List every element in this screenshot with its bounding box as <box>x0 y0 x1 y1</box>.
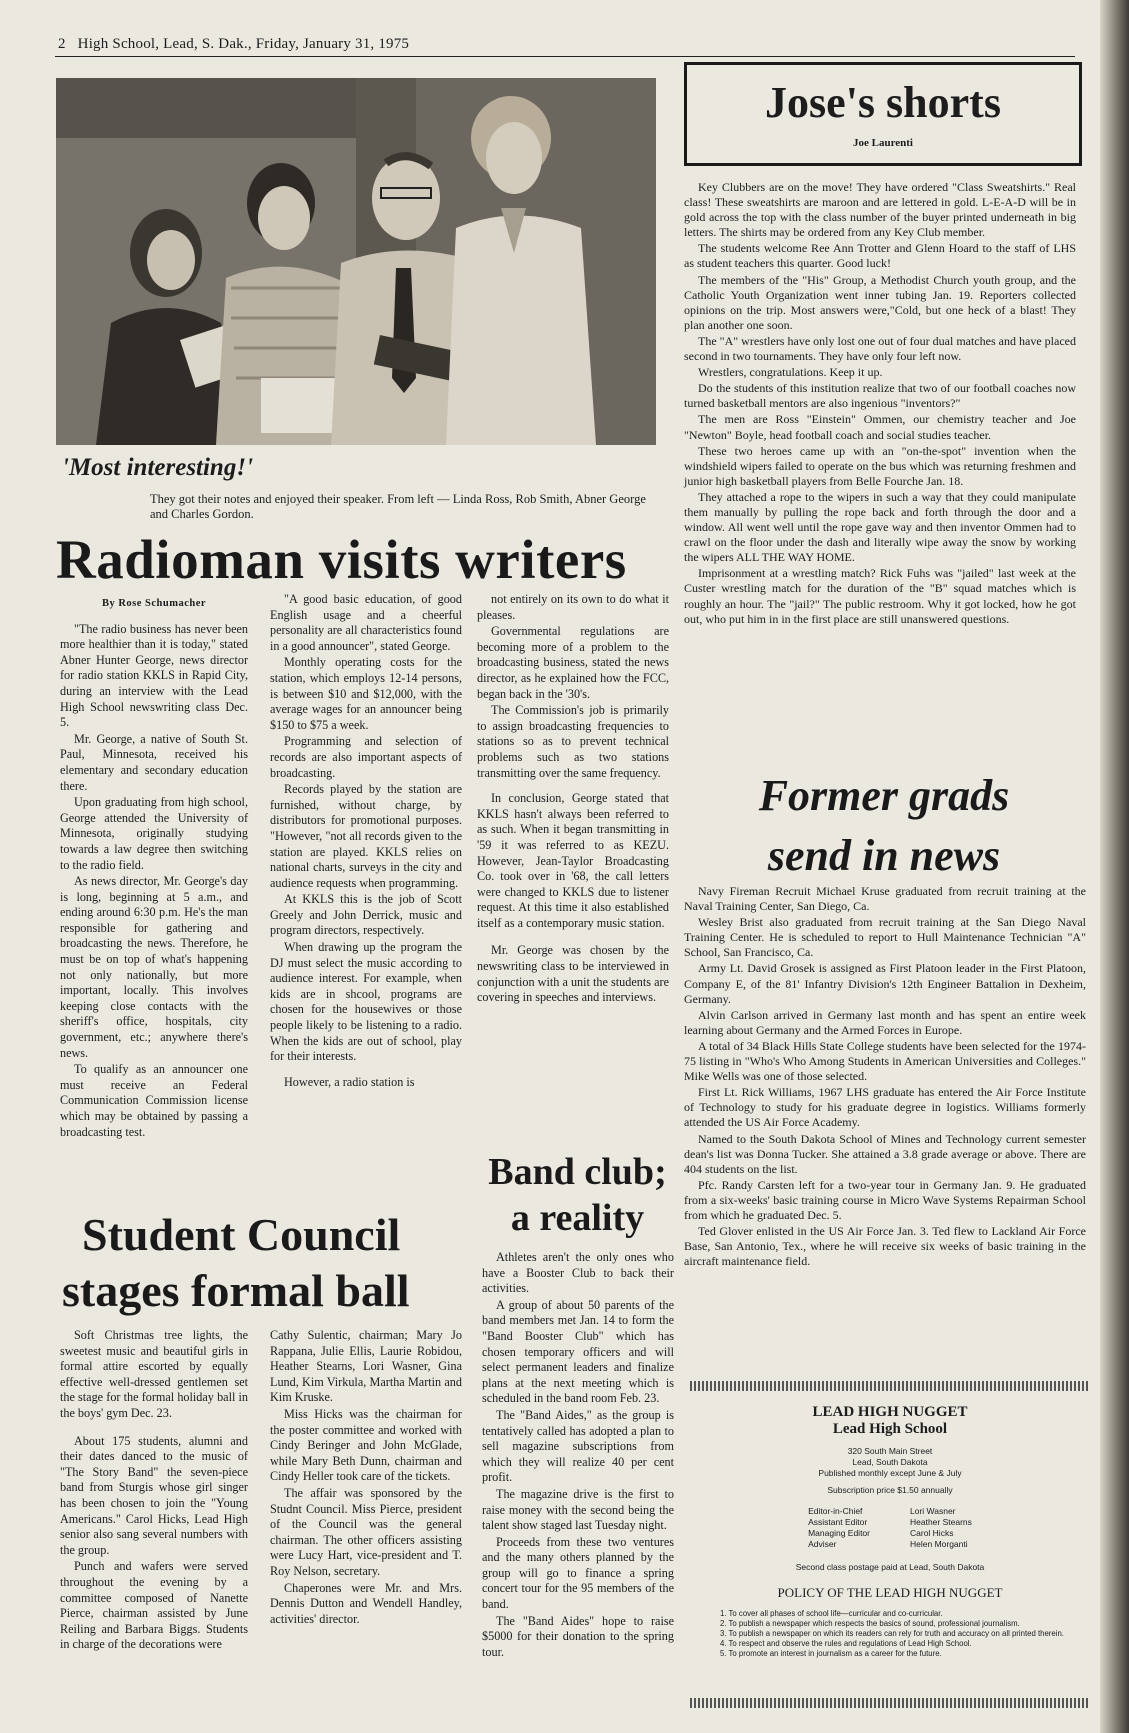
paragraph: The men are Ross "Einstein" Ommen, our chemistry teacher and Joe "Newton" Boyle, head football coach and social studies teacher. <box>684 412 1076 442</box>
paragraph: Punch and wafers were served throughout the evening by a committee composed of Nanette Pierce, chairman assisted by June Reiling and Barbara Biggs. Students in charge of the decorations were <box>60 1559 248 1652</box>
jose-shorts-byline: Joe Laurenti <box>853 137 913 149</box>
page-edge <box>1100 0 1129 1733</box>
paragraph: Chaperones were Mr. and Mrs. Dennis Dutton and Wendell Handley, activities' director. <box>270 1580 462 1626</box>
paragraph: Key Clubbers are on the move! They have ordered "Class Sweatshirts." Real class! These sweatshirts are maroon and are lettered in gold. L-E-A-D will be in gold across the top with the class number of the buyer printed underneath in big letters. The shirts may be ordered from any Key Club member. <box>684 180 1076 240</box>
paragraph: Records played by the station are furnished, without charge, by distributors for promotional purposes. "However, "not all records given to the station are played. KKLS relies on national charts, surveys in the city and audience requests when programming. <box>270 782 462 890</box>
staff-name: Helen Morganti <box>910 1539 968 1549</box>
radioman-byline: By Rose Schumacher <box>101 598 207 609</box>
radioman-column-2 <box>270 592 462 1091</box>
paragraph: Ted Glover enlisted in the US Air Force Jan. 3. Ted flew to Lackland Air Force Base, San Antonio, Tex., where he will receive six weeks of basic training in the aircraft maintenance field. <box>684 1224 1086 1269</box>
policy-item: 1. To cover all phases of school life—curricular and co-curricular. <box>720 1609 943 1618</box>
paragraph: Soft Christmas tree lights, the sweetest music and beautiful girls in formal attire escorted by equally effective well-dressed gentlemen set the stage for the formal holiday ball in the boys' gym Dec. 23. <box>60 1328 248 1420</box>
policy-item: 4. To respect and observe the rules and regulations of Lead High School. <box>720 1639 972 1648</box>
news-photo <box>56 78 656 445</box>
masthead <box>690 1398 1090 1659</box>
paragraph: The Commission's job is primarily to assign broadcasting frequencies to stations so as to prevent technical problems such as two stations transmitting over the same frequency. <box>477 703 669 780</box>
paragraph: Army Lt. David Grosek is assigned as First Platoon leader in the First Platoon, Company E, of the 81' Infantry Division's 12th Engineer Battalion in Dexheim, Germany. <box>684 961 1086 1006</box>
radioman-column-1 <box>60 596 248 1141</box>
radioman-column-3 <box>477 592 669 1007</box>
masthead-postage: Second class postage paid at Lead, South Dakota <box>795 1562 985 1572</box>
paper-dateline: High School, Lead, S. Dak., Friday, January 31, 1975 <box>77 36 410 52</box>
paragraph: These two heroes came up with an "on-the-spot" invention when the windshield wipers failed to operate on the bus which was returning freshmen and junior high basketball players from Belle Fourche Jan. 18. <box>684 443 1076 488</box>
paragraph: However, a radio station is <box>284 1074 415 1089</box>
band-headline-line-2: a reality <box>510 1197 645 1239</box>
grads-column <box>684 884 1086 1270</box>
paragraph: Miss Hicks was the chairman for the poster committee and worked with Cindy Beringer and John McGlade, while Mary Beth Dunn, chairman and Cindy Heller took care of the tickets. <box>270 1406 462 1484</box>
council-column-2 <box>270 1328 462 1628</box>
paragraph: Wrestlers, congratulations. Keep it up. <box>698 365 883 380</box>
paragraph: Proceeds from these two ventures and the many others planned by the group will go to finance a spring concert tour for the 95 members of the band. <box>482 1534 674 1612</box>
paragraph: The "Band Aides," as the group is tentatively called has adopted a plan to sell magazine subscriptions from which they will realize 40 per cent profit. <box>482 1407 674 1485</box>
masthead-top-border <box>690 1381 1090 1391</box>
staff-name: Heather Stearns <box>910 1517 972 1527</box>
paragraph: Upon graduating from high school, George attended the University of Minnesota, originally studying towards a law degree then switching to the radio field. <box>60 795 248 872</box>
paragraph: Imprisonment at a wrestling match? Rick Fuhs was "jailed" last week at the Custer wrestling match for the duration of the "B" squad matches which is roughly an hour. The "jail?" The public restroom. Why it got locked, how he got out, who put him in in the first place are still unanswered questions. <box>684 566 1076 626</box>
masthead-subtitle: Lead High School <box>832 1421 948 1437</box>
paragraph: Wesley Brist also graduated from recruit training at the San Diego Naval Training Center. He is scheduled to report to Hull Maintenance Technician "A" School, San Francisco, Ca. <box>684 915 1086 960</box>
paragraph: Pfc. Randy Carsten left for a two-year tour in Germany Jan. 9. He graduated from a six-weeks' basic training course in Micro Wave Systems Repairman School from which he graduated Dec. 5. <box>684 1177 1086 1222</box>
paragraph: Mr. George was chosen by the newswriting class to be interviewed in conjunction with a unit the students are covering in speeches and interviews. <box>477 943 669 1005</box>
paragraph: The magazine drive is the first to raise money with the second being the talent show staged last Tuesday night. <box>482 1486 674 1533</box>
paragraph: They attached a rope to the wipers in such a way that they could manipulate them manually by pulling the rope back and forth through the door and a window. All went well until the rope gave way and then inventor Ommen had to crawl on the floor under the dash and literally wipe away the snow by working the wipers ALL THE WAY HOME. <box>684 489 1076 565</box>
paragraph: The affair was sponsored by the Studnt Council. Miss Pierce, president of the Council was the general chairman. The other officers assisting were Lucy Hart, vice-president and T. Roy Nelson, secretary. <box>270 1485 462 1578</box>
band-headline-line-1: Band club; <box>488 1151 667 1193</box>
paragraph: First Lt. Rick Williams, 1967 LHS graduate has entered the Air Force Institute of Technology to study for his graduate degree in logistics. Williams formerly attended the US Air Force Academy. <box>684 1085 1086 1130</box>
council-headline-line-2: stages formal ball <box>62 1265 410 1316</box>
jose-shorts-title: Jose's shorts <box>765 78 1001 127</box>
policy-list <box>720 1609 1070 1659</box>
photo-caption: They got their notes and enjoyed their speaker. From left — Linda Ross, Rob Smith, Abner George and Charles Gordon. <box>150 492 646 521</box>
paragraph: "The radio business has never been more healthier than it is today," stated Abner Hunter George, news director for radio station KKLS in Rapid City, during an interview with the Lead High School newswriting class Dec. 5. <box>60 621 248 730</box>
staff-role: Adviser <box>808 1539 837 1549</box>
jose-shorts-column <box>684 180 1076 628</box>
policy-item: 5. To promote an interest in journalism as a career for the future. <box>720 1649 942 1658</box>
policy-title: POLICY OF THE LEAD HIGH NUGGET <box>777 1585 1003 1600</box>
paragraph: Named to the South Dakota School of Mines and Technology current semester dean's list was Donna Tucker. She attained a 3.8 grade average or above. There are 404 students on the list. <box>684 1131 1086 1176</box>
paragraph: When drawing up the program the DJ must select the music according to audience interest. For example, when kids are in shcool, programs are chosen for the housewives or those people likely to be listening to a radio. When the kids are out of school, play for their interests. <box>270 940 462 1064</box>
policy-item: 2. To publish a newspaper which respects the basics of sound, professional journalism. <box>720 1619 1020 1628</box>
paragraph: Governmental regulations are becoming more of a problem to the broadcasting business, stated the news director, as he explained how the FCC, began back in the '30's. <box>477 624 669 701</box>
paragraph: not entirely on its own to do what it pleases. <box>477 592 669 622</box>
paragraph: About 175 students, alumni and their dates danced to the music of "The Story Band" the seven-piece band from Sturgis whose girl singer has been chosen to join the "Young Americans." Carol Hicks, Lead High senior also sang several numbers with the group. <box>60 1433 248 1557</box>
paragraph: Monthly operating costs for the station, which employs 12-14 persons, is between $10 and $12,000, with the average wages for an announcer being $150 to $75 a week. <box>270 655 462 732</box>
council-headline-line-1: Student Council <box>82 1209 401 1260</box>
masthead-staff <box>690 1506 1090 1550</box>
staff-name: Lori Wasner <box>910 1506 956 1516</box>
masthead-subscription: Subscription price $1.50 annually <box>827 1485 953 1495</box>
staff-role: Managing Editor <box>808 1528 870 1538</box>
policy-item: 3. To publish a newspaper on which its readers can rely for truth and accuracy on all printed therein. <box>720 1629 1064 1638</box>
page-header <box>58 36 417 53</box>
paragraph: To qualify as an announcer one must receive an Federal Communication Commission license which may be obtained by passing a broadcasting test. <box>60 1062 248 1139</box>
paragraph: A total of 34 Black Hills State College students have been selected for the 1974-75 listing in "Who's Who Among Students in American Universities and Colleges." Mike Wells was one of those selected. <box>684 1038 1086 1084</box>
masthead-published: Published monthly except June & July <box>818 1468 962 1478</box>
paragraph: As news director, Mr. George's day is long, beginning at 5 a.m., and ending around 6:30 p.m. He's the man responsible for gathering and broadcasting the news. Therefore, he must be on top of what's happening not only nationally, but more important, locally. This involves keeping close contacts with the sheriff's office, hospitals, city government, etc.; anywhere there's news. <box>60 874 248 1060</box>
paragraph: Mr. George, a native of South St. Paul, Minnesota, received his elementary and secondary education there. <box>60 731 248 793</box>
staff-roles <box>808 1506 870 1550</box>
staff-role: Editor-in-Chief <box>808 1506 863 1516</box>
council-column-1 <box>60 1328 248 1654</box>
radioman-headline: Radioman visits writers <box>56 529 627 590</box>
paragraph: A group of about 50 parents of the band members met Jan. 14 to form the "Band Booster Club" which has chosen temporary officers and will select permanent leaders and finalize plans at the next meeting which is scheduled in the band room Feb. 23. <box>482 1297 674 1406</box>
paragraph: Do the students of this institution realize that two of our football coaches now turned basketball mentors are also ingenious "inventors?" <box>684 381 1076 411</box>
staff-name: Carol Hicks <box>910 1528 954 1538</box>
paragraph: The "A" wrestlers have only lost one out of four dual matches and have placed second in two tournaments. They have only four left now. <box>684 333 1076 364</box>
paragraph: "A good basic education, of good English usage and a cheerful personality are all characteristics found in a good announcer", stated George. <box>270 592 462 653</box>
paragraph: The "Band Aides" hope to raise $5000 for their donation to the spring tour. <box>482 1613 674 1659</box>
staff-role: Assistant Editor <box>808 1517 868 1527</box>
paragraph: Alvin Carlson arrived in Germany last month and has spent an entire week learning about Germany and the Armed Forces in Europe. <box>684 1007 1086 1037</box>
band-column <box>482 1250 674 1661</box>
paragraph: At KKLS this is the job of Scott Greely and John Derrick, music and program directors, respectively. <box>270 892 462 938</box>
masthead-address-2: Lead, South Dakota <box>852 1457 928 1467</box>
paragraph: The students welcome Ree Ann Trotter and Glenn Hoard to the staff of LHS as student teachers this quarter. Good luck! <box>684 241 1076 271</box>
photo-illustration <box>56 78 656 445</box>
grads-headline-line-2: send in news <box>767 831 1001 880</box>
masthead-title: LEAD HIGH NUGGET <box>812 1404 968 1420</box>
photo-caption-title: 'Most interesting!' <box>62 454 254 481</box>
paragraph: Cathy Sulentic, chairman; Mary Jo Rappana, Julie Ellis, Laurie Robidou, Heather Stearns, Lori Wasner, Gina Lund, Kim Virkula, Martha Martin and Kim Kruske. <box>270 1328 462 1405</box>
paragraph: In conclusion, George stated that KKLS hasn't always been referred to as such. When it began transmitting in '59 it was referred to as KEZU. However, Jean-Taylor Broadcasting Co. took over in '68, the call letters were changed to KKLS due to listener request. At this time it also established itself as a contemporary music station. <box>477 791 669 930</box>
jose-shorts-header-box <box>684 62 1082 166</box>
staff-names <box>910 1506 972 1550</box>
header-rule <box>55 56 1075 57</box>
masthead-bottom-border <box>690 1698 1090 1708</box>
paragraph: Athletes aren't the only ones who have a Booster Club to back their activities. <box>482 1250 674 1296</box>
masthead-address-1: 320 South Main Street <box>847 1446 933 1456</box>
paragraph: Programming and selection of records are also important aspects of broadcasting. <box>270 734 462 780</box>
paragraph: Navy Fireman Recruit Michael Kruse graduated from recruit training at the Naval Training Center, San Diego, Ca. <box>684 884 1086 914</box>
page-number: 2 <box>58 36 66 52</box>
paragraph: The members of the "His" Group, a Methodist Church youth group, and the Catholic Youth Organization went inner tubing Jan. 19. Reporters collected opinions on the trip. Most answers were,"Cold, but one heck of a blast! They plan another one soon. <box>684 272 1076 332</box>
grads-headline-line-1: Former grads <box>758 771 1010 820</box>
